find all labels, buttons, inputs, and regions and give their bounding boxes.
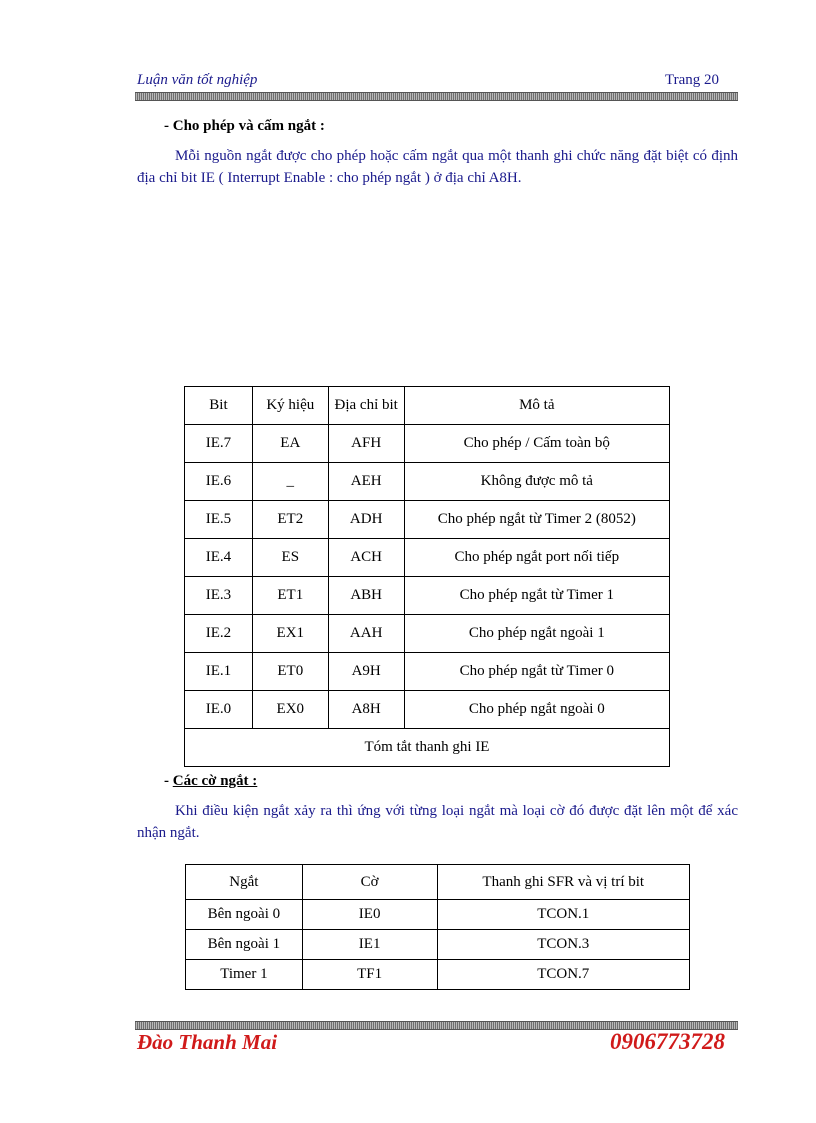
- table-header-row: [186, 865, 690, 900]
- table-cell: IE.2: [185, 615, 253, 653]
- table-cell: Cho phép ngắt từ Timer 2 (8052): [404, 501, 669, 539]
- table-cell: IE.0: [185, 691, 253, 729]
- heading-text: Các cờ ngắt :: [172, 773, 258, 789]
- table-cell: ET1: [252, 577, 328, 615]
- table-row: [185, 691, 670, 729]
- interrupt-flag-table: [185, 864, 690, 990]
- table-cell: TF1: [302, 960, 437, 990]
- table-cell: EX0: [252, 691, 328, 729]
- table-cell: A8H: [328, 691, 404, 729]
- table-cell: Không được mô tả: [404, 463, 669, 501]
- table-cell: IE.5: [185, 501, 253, 539]
- table-cell: ACH: [328, 539, 404, 577]
- table-row: [185, 653, 670, 691]
- table-cell: Timer 1: [186, 960, 303, 990]
- table-cell: IE.7: [185, 425, 253, 463]
- table-cell: Bên ngoài 0: [186, 900, 303, 930]
- table-cell: TCON.1: [437, 900, 690, 930]
- table-cell: _: [252, 463, 328, 501]
- table-cell: IE.3: [185, 577, 253, 615]
- header-cell: Ký hiệu: [252, 387, 328, 425]
- table-cell: IE0: [302, 900, 437, 930]
- table-header-row: [185, 387, 670, 425]
- table-cell: ET0: [252, 653, 328, 691]
- table-cell: ES: [252, 539, 328, 577]
- footer-author: Đào Thanh Mai: [137, 1030, 278, 1054]
- footer-phone: 0906773728: [610, 1029, 725, 1054]
- table-row: [185, 539, 670, 577]
- heading-prefix: -: [164, 773, 173, 789]
- table-cell: Cho phép ngắt từ Timer 0: [404, 653, 669, 691]
- table-cell: AFH: [328, 425, 404, 463]
- header-cell: Bit: [185, 387, 253, 425]
- table-caption: Tóm tắt thanh ghi IE: [185, 729, 670, 767]
- table-cell: EA: [252, 425, 328, 463]
- table-cell: ET2: [252, 501, 328, 539]
- header-cell: Địa chỉ bit: [328, 387, 404, 425]
- paragraph-flags: Khi điều kiện ngắt xảy ra thì ứng với từng loại ngắt mà loại cờ đó được đặt lên một để xác nhận ngắt.: [137, 803, 738, 841]
- table-cell: AAH: [328, 615, 404, 653]
- table-row: [186, 960, 690, 990]
- table-cell: AEH: [328, 463, 404, 501]
- section-heading-flags: [164, 773, 257, 790]
- paragraph-enable: Mỗi nguồn ngắt được cho phép hoặc cấm ngắt qua một thanh ghi chức năng đặt biệt có định địa chỉ bit IE ( Interrupt Enable : cho phép ngắt ) ở địa chỉ A8H.: [137, 148, 738, 186]
- page-number: Trang 20: [665, 72, 720, 88]
- table-cell: Cho phép ngắt ngoài 0: [404, 691, 669, 729]
- table-cell: IE.4: [185, 539, 253, 577]
- table-caption-row: [185, 729, 670, 767]
- table-cell: TCON.7: [437, 960, 690, 990]
- header-cell: Thanh ghi SFR và vị trí bit: [437, 865, 690, 900]
- table-cell: IE1: [302, 930, 437, 960]
- table-row: [185, 501, 670, 539]
- table-cell: Bên ngoài 1: [186, 930, 303, 960]
- table-row: [185, 577, 670, 615]
- table-cell: IE.6: [185, 463, 253, 501]
- section-heading-enable: - Cho phép và cấm ngắt :: [164, 118, 325, 134]
- ie-register-table: [184, 386, 670, 767]
- header-cell: Mô tả: [404, 387, 669, 425]
- table-cell: Cho phép / Cấm toàn bộ: [404, 425, 669, 463]
- table-cell: ADH: [328, 501, 404, 539]
- table-row: [185, 463, 670, 501]
- header-cell: Cờ: [302, 865, 437, 900]
- table-cell: Cho phép ngắt ngoài 1: [404, 615, 669, 653]
- header-title: Luận văn tốt nghiệp: [137, 72, 258, 88]
- table-cell: IE.1: [185, 653, 253, 691]
- table-row: [186, 930, 690, 960]
- table-cell: A9H: [328, 653, 404, 691]
- table-cell: Cho phép ngắt port nối tiếp: [404, 539, 669, 577]
- header-cell: Ngắt: [186, 865, 303, 900]
- table-row: [186, 900, 690, 930]
- header-rule: [135, 92, 738, 101]
- table-cell: Cho phép ngắt từ Timer 1: [404, 577, 669, 615]
- table-row: [185, 615, 670, 653]
- table-cell: TCON.3: [437, 930, 690, 960]
- table-cell: ABH: [328, 577, 404, 615]
- table-row: [185, 425, 670, 463]
- table-cell: EX1: [252, 615, 328, 653]
